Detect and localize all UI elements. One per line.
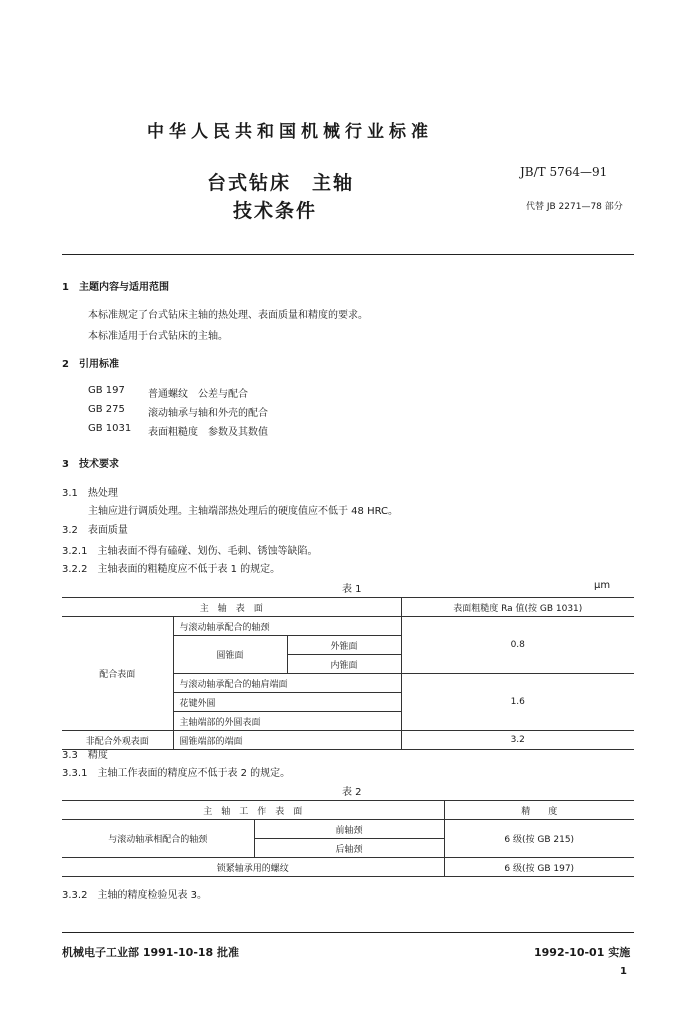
page-number: 1 [620,966,627,977]
table-1-cell: 内锥面 [287,655,401,674]
ref-code: GB 275 [88,404,125,415]
doc-title-line1: 台式钻床 主轴 [207,172,355,194]
table-2-value: 6 级(按 GB 197) [444,858,634,877]
table-1-cell: 与滚动轴承配合的轴颈 [173,617,401,636]
table-2-cell: 前轴颈 [254,820,444,839]
section-3-2-heading: 3.2 表面质量 [62,525,128,536]
table-2-header-accuracy: 精 度 [444,801,634,820]
table-1-cell: 与滚动轴承配合的轴肩端面 [173,674,401,693]
org-title: 中华人民共和国机械行业标准 [147,122,433,142]
table-1-header-roughness: 表面粗糙度 Ra 值(按 GB 1031) [401,598,634,617]
section-3-3-heading: 3.3 精度 [62,750,108,761]
approval-date: 机械电子工业部 1991-10-18 批准 [62,946,240,959]
standard-number: JB/T 5764—91 [520,165,608,179]
header-divider [62,254,634,255]
section-1-heading: 1 主题内容与适用范围 [62,282,169,293]
table-1-cell: 花键外圆 [173,693,401,712]
section-1-para-2: 本标准适用于台式钻床的主轴。 [88,331,228,342]
section-3-3-2: 3.3.2 主轴的精度检验见表 3。 [62,890,207,901]
section-3-heading: 3 技术要求 [62,459,119,470]
table-1-cell: 主轴端部的外圆表面 [173,712,401,731]
table-1 [62,597,634,750]
ref-title: 普通螺纹 公差与配合 [148,389,248,400]
footer-divider [62,932,634,933]
table-2-cell: 后轴颈 [254,839,444,858]
ref-title: 滚动轴承与轴和外壳的配合 [148,408,268,419]
table-1-caption: 表 1 [342,584,362,595]
section-2-heading: 2 引用标准 [62,359,119,370]
section-3-2-2: 3.2.2 主轴表面的粗糙度应不低于表 1 的规定。 [62,564,281,575]
ref-code: GB 1031 [88,423,132,434]
section-3-2-1: 3.2.1 主轴表面不得有磕碰、划伤、毛刺、锈蚀等缺陷。 [62,546,318,557]
table-2-value: 6 级(按 GB 215) [444,820,634,858]
section-3-1-text: 主轴应进行调质处理。主轴端部热处理后的硬度值应不低于 48 HRC。 [88,506,399,517]
table-1-group-nonfit: 非配合外观表面 [62,731,173,750]
table-1-unit: μm [594,580,611,591]
table-1-value: 3.2 [401,731,634,750]
table-1-group-fit: 配合表面 [62,617,173,731]
table-2-cell: 锁紧轴承用的螺纹 [62,858,444,877]
table-2 [62,800,634,877]
table-2-caption: 表 2 [342,787,362,798]
table-1-cell: 外锥面 [287,636,401,655]
table-1-value: 1.6 [401,674,634,731]
section-3-1-heading: 3.1 热处理 [62,488,118,499]
section-1-para-1: 本标准规定了台式钻床主轴的热处理、表面质量和精度的要求。 [88,310,368,321]
ref-title: 表面粗糙度 参数及其数值 [148,427,268,438]
replaces-note: 代替 JB 2271—78 部分 [526,202,623,212]
table-2-cell: 与滚动轴承相配合的轴颈 [62,820,254,858]
table-1-header-surface: 主 轴 表 面 [62,598,401,617]
table-1-value: 0.8 [401,617,634,674]
section-3-3-1: 3.3.1 主轴工作表面的精度应不低于表 2 的规定。 [62,768,291,779]
doc-title-line2: 技术条件 [233,200,318,222]
table-1-cell: 圆锥面 [173,636,287,674]
ref-code: GB 197 [88,385,125,396]
implementation-date: 1992-10-01 实施 [534,946,631,959]
table-1-cell: 圆锥端部的端面 [173,731,401,750]
table-2-header-surface: 主 轴 工 作 表 面 [62,801,444,820]
